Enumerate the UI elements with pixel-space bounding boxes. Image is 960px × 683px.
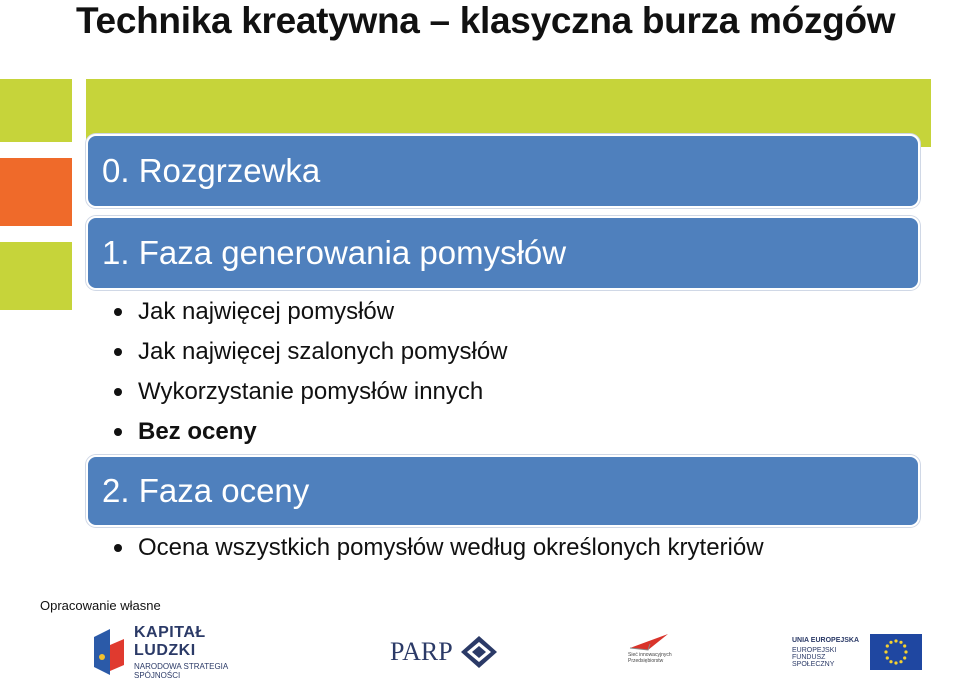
- slide-title: Technika kreatywna – klasyczna burza mózgów: [76, 0, 896, 41]
- decorative-orange-block: [0, 158, 72, 226]
- eu-line1: UNIA EUROPEJSKA: [792, 636, 860, 644]
- eu-flag-icon: [870, 634, 922, 670]
- kapital-ludzki-mark-icon: [92, 627, 126, 677]
- decorative-green-block: [0, 79, 72, 142]
- evaluation-bullet-list: [112, 528, 764, 568]
- generation-bullet-list: [112, 292, 508, 452]
- bullet-item: Jak najwięcej szalonych pomysłów: [112, 332, 508, 372]
- bullet-item: Ocena wszystkich pomysłów według określonych kryteriów: [112, 528, 764, 568]
- section-header-warmup: [86, 134, 920, 208]
- bullet-item-bold: Bez oceny: [112, 412, 508, 452]
- eu-logo: [792, 630, 922, 674]
- kapital-ludzki-name: KAPITAŁ LUDZKI: [134, 624, 206, 659]
- section-header-label: 1. Faza generowania pomysłów: [102, 234, 567, 271]
- decorative-green-block-lower: [0, 242, 72, 310]
- eu-line2: EUROPEJSKI: [792, 646, 837, 654]
- kapital-ludzki-subtitle: NARODOWA STRATEGIA SPÓJNOŚCI: [134, 662, 228, 680]
- innovation-network-logo: [620, 630, 680, 676]
- bullet-item: Jak najwięcej pomysłów: [112, 292, 508, 332]
- section-header-evaluation: [86, 455, 920, 527]
- source-note: Opracowanie własne: [40, 598, 161, 613]
- parp-logo: [390, 632, 499, 672]
- parp-name: PARP: [390, 637, 453, 666]
- section-header-generation: [86, 216, 920, 290]
- parp-arrows-icon: [459, 634, 499, 670]
- section-header-label: 2. Faza oceny: [102, 472, 310, 509]
- section-header-label: 0. Rozgrzewka: [102, 152, 321, 189]
- eu-line3: FUNDUSZ SPOŁECZNY: [792, 653, 835, 668]
- paper-plane-icon: [620, 630, 680, 654]
- innovation-network-text: Sieć innowacyjnych Przedsiębiorstw: [628, 652, 672, 664]
- bullet-item: Wykorzystanie pomysłów innych: [112, 372, 508, 412]
- kapital-ludzki-logo: [92, 624, 272, 680]
